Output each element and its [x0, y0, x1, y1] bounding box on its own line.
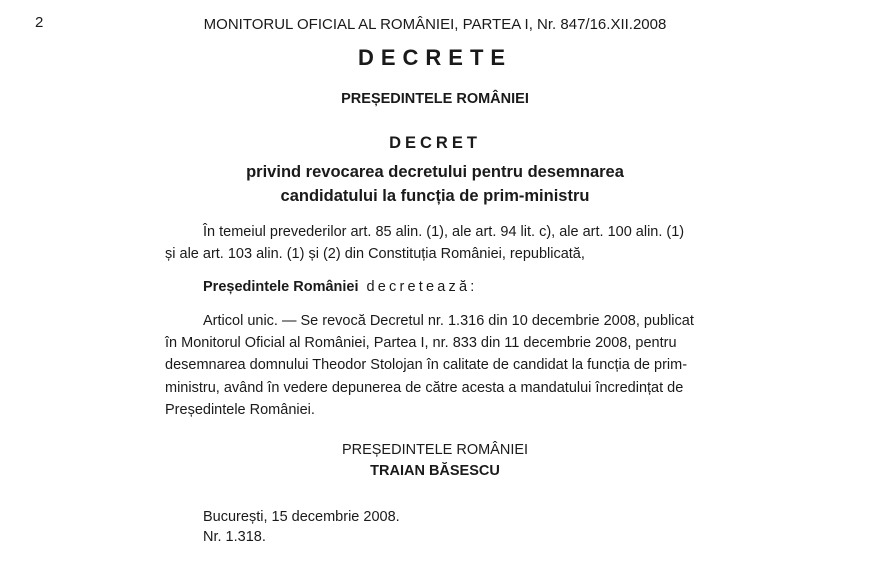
article-line: desemnarea domnului Theodor Stolojan în calitate de candidat la funcția de prim- — [165, 357, 688, 374]
article-line: Președintele României. — [165, 401, 315, 418]
article-paragraph — [165, 310, 705, 421]
issuer-heading: PREȘEDINTELE ROMÂNIEI — [341, 91, 529, 107]
legal-basis-paragraph — [165, 221, 705, 265]
article-line: ministru, având în vedere depunerea de către acesta a mandatului încredințat de — [165, 379, 684, 396]
decree-subject-line: candidatului la funcția de prim-ministru — [280, 187, 590, 205]
signatory-name: TRAIAN BĂSESCU — [370, 463, 500, 479]
place-date: București, 15 decembrie 2008. — [203, 509, 400, 525]
legal-basis-line: și ale art. 103 alin. (1) și (2) din Constituția României, republicată, — [165, 246, 585, 262]
decree-subject — [0, 160, 870, 208]
article-line: Articol unic. — Se revocă Decretul nr. 1.316 din 10 decembrie 2008, publicat — [203, 313, 694, 329]
article-line: în Monitorul Oficial al României, Partea I, nr. 833 din 11 decembrie 2008, pentru — [165, 335, 677, 352]
decree-subject-line: privind revocarea decretului pentru desemnarea — [246, 163, 624, 181]
section-title: DECRETE — [357, 45, 513, 70]
legal-basis-line: În temeiul prevederilor art. 85 alin. (1), ale art. 94 lit. c), ale art. 100 alin. (1) — [203, 224, 685, 240]
page-number: 2 — [35, 14, 44, 31]
signature-title: PREȘEDINTELE ROMÂNIEI — [341, 442, 529, 458]
decreeing-clause — [203, 279, 478, 295]
decreeing-authority: Președintele României — [203, 279, 359, 295]
running-header: MONITORUL OFICIAL AL ROMÂNIEI, PARTEA I, Nr. 847/16.XII.2008 — [203, 16, 667, 33]
decreeing-verb: decretează: — [366, 279, 478, 295]
decree-number: Nr. 1.318. — [203, 529, 266, 545]
decree-heading: DECRET — [389, 134, 481, 152]
